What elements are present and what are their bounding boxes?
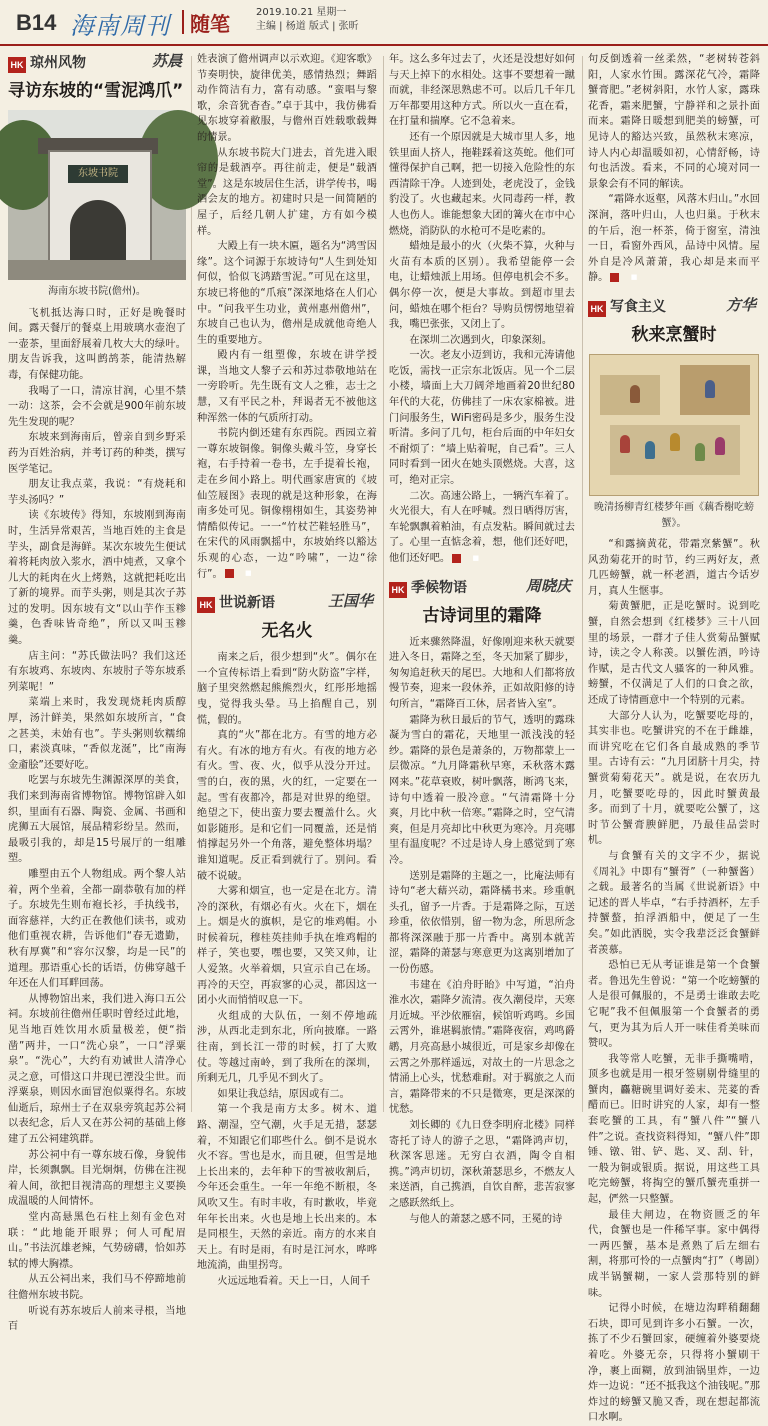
article-2-body bbox=[197, 650, 377, 1289]
paragraph: 朋友让我点菜，我说：“有烧耗和芋头汤吗？” bbox=[8, 479, 186, 506]
paragraph: 与食蟹有关的文字不少，据说《周礼》中即有“蟹胥”（一种蟹酱）之载。最著名的当属《世说新语》中记述的晋人毕卓，“右手持酒杯，左手持蟹螯，拍浮酒船中，便足了一生矣。”如此洒脱，实令我辈泛泛食蟹鲜者羡慕。 bbox=[588, 850, 760, 956]
page-header bbox=[0, 0, 768, 46]
paragraph: 大雾和烟宣，也一定是在北方。清冷的深秋，有烟必有火。火在下，烟在上。烟是火的旗帜，是它的堆鸡帽。小时候着玩，穆桂英挂帅手执在堆鸡帽的样子，笑也要，嘿也要，又笑又帅，让人爱煞。火举着烟，只宣示自己在场。再冷的天空，再寂寥的心灵，都因这一团小火而悄悄叹息一下。 bbox=[197, 886, 377, 1007]
author-name: 苏晨 bbox=[151, 52, 182, 70]
paragraph: 最佳大闸边，在物资匮乏的年代，食蟹也是一件稀罕事。家中偶得一两匹蟹，基本是煮熟了后左细右割，将那可怜的一点蟹肉“打”（粤剧）成半锅蟹糊，一家人尝那特别的鲜味。 bbox=[588, 1209, 760, 1299]
paragraph: 年。这么多年过去了，火还是没想好如何与天上掉下的水相处。这事不要想着一蹴而就，非经深思熟虑不可。以后几千年几万年都要用这种方式。所以火一直在看，在打量和揣摩。它不急着来。 bbox=[389, 54, 575, 128]
paragraph: 听说有苏东坡后人前来寻根，当地百 bbox=[8, 1305, 186, 1333]
paragraph: 第一个我是南方太多。树木、道路、潮湿，空气潮，火手足无措，瑟瑟着，不知跟它们耶些什么。倒不是说水火不容。雪也是水，而且硬，但雪是地上长出来的，去年种下的雪被收割后，今年还会重生。一年一年绝不断根，冬风吹又生。有时丰收，有时歉收，毕竟年年长出来。火也是地上长出来的。本是同根生，天然的亲近。南方的水来自天上。有时是雨，有时是江河水，哗哗地流淌，曲里拐弯。 bbox=[197, 1104, 377, 1272]
paragraph: 东坡来到海南后，曾亲自到乡野采药为百姓治病，并考订药的种类，撰写医学笔记。 bbox=[8, 432, 186, 475]
column-divider bbox=[582, 56, 583, 1112]
paragraph: 送别是霜降的主题之一，比庵法师有诗句“老大藉兴动，霜降橘书来。珍重帆头孔，留予一片香。于是霜降之际，互送珍重，依依惜别，留一物为念，所思所念都将深深融于那一片香中。离别本就苦涩，霜降的萧瑟与寒意更为这离别增加了一份伤感。 bbox=[389, 870, 575, 976]
paragraph bbox=[197, 426, 377, 582]
end-mark-icon: ■ bbox=[610, 273, 619, 282]
paragraph: 菜端上来时，我发现烧耗肉质醇厚，汤汁鲜美，果然如东坡所言，“食之甚美，未始有也”。芋头粥则软糯绵口，素淡真味，“香似龙涎”，比“南海金齑脍”还要好吃。 bbox=[8, 697, 186, 771]
column-divider bbox=[191, 56, 192, 1112]
article-1-body bbox=[8, 306, 186, 1335]
article-4-head bbox=[588, 295, 760, 320]
paragraph: 大部分人认为，吃蟹要吃母的，其实非也。吃蟹讲究的不在于雌雄，而讲究吃在它们各自最成熟的季节里。古诗有云：“九月团脐十月尖，持蟹赏菊菊花天”。就是说，在农历九月，吃蟹要吃母的，因此时蟹黄最多。而到了十月，就要吃公蟹了，这时节公蟹膏腴鲜肥，乃最佳品尝时机。 bbox=[588, 710, 760, 847]
paragraph: 苏公祠中有一尊东坡石像，身貌伟岸，长须飘飘。目光炯炯，仿佛在注视着人间，欲把目视清高的理想主义要换成温暖的人间情怀。 bbox=[8, 1149, 186, 1208]
article-3-head bbox=[389, 576, 575, 601]
section-name: 随笔 bbox=[190, 12, 230, 36]
hk-logo-icon: HK bbox=[8, 57, 26, 73]
article-3-continued bbox=[588, 52, 760, 286]
paragraph: 火组成的大队伍，一刻不停地疏涉，从西北走到东北，所向披靡。一路往南，到长江一带的时候，打了大败仗。等越过南岭，到了我所在的深圳，所剩无几，几乎见不到火了。 bbox=[197, 1010, 377, 1085]
paragraph-text: 二次。高速公路上，一辆汽车着了。火光很大，有人在呼喊。烈日晒得厉害，车轮飘飘着粕油，有点发粘。瞬间就过去了。心里一直惦念着，想，他们还好吧，他们还好吧。 bbox=[389, 490, 575, 564]
column-4 bbox=[588, 52, 760, 1424]
article-4-body bbox=[588, 537, 760, 1426]
paragraph: 姓表演了儋州调声以示欢迎。《迎客歌》节奏明快，旋律优美，感情热烈；舞蹈动作简洁有力，富有动感。“蛮唱与黎歌，余音犹杳杳。”卓于其中，我仿佛看见东坡穿着敝服，与儋州百姓载歌载舞的情景。 bbox=[197, 54, 377, 143]
paragraph bbox=[588, 192, 760, 286]
paragraph bbox=[389, 489, 575, 567]
issue-date: 2019.10.21 星期一 bbox=[256, 7, 347, 18]
paragraph: 蜡烛是最小的火（火柴不算，火种与火苗有本质的区别）。我希望能停一会电，让蜡烛派上用场。但停电机会不多。偶尔停一次，便是大事故。到超市里去问，蜡烛在哪个柜台？导购员愣愣地望着我，嘴巴张张，又闭上了。 bbox=[389, 241, 575, 331]
column-2 bbox=[197, 52, 377, 1287]
article-2-head bbox=[197, 594, 377, 616]
article-3-body bbox=[389, 635, 575, 1228]
article-title: 无名火 bbox=[261, 621, 313, 642]
paragraph: 菊黄蟹肥，正是吃蟹时。说到吃蟹，自然会想到《红楼梦》三十八回里的场景，一群才子佳人赏菊品蟹赋诗，读之令人称羡。以蟹佐酒，吟诗作赋，是古代文人骚客的一种风雅。螃蟹，不仅满足了人们的口食之欲，还成了诗情画意中一个特别的元素。 bbox=[588, 601, 760, 707]
column-name: 写食主义 bbox=[610, 298, 666, 315]
column-1 bbox=[8, 52, 186, 1333]
paragraph: 从博物馆出来，我们进入海口五公祠。东坡前往儋州任职时曾经过此地，见当地百姓饮用水质量极差，便“指凿”两井，一口“洗心泉”，一口“浮粟泉”。“洗心”，大约有劝诫世人清净心灵之意，可惜这口井现已湮没尘世。而浮粟泉，则因水面冒泡似粟得名。东坡仙逝后，琼州士子在双泉旁筑起苏公祠以表纪念，后人又在苏公祠的基础上修建了五公祠建筑群。 bbox=[8, 993, 186, 1146]
article-title: 古诗词里的霜降 bbox=[422, 605, 542, 626]
header-meta bbox=[256, 6, 359, 34]
end-mark-icon: ■ bbox=[452, 554, 461, 563]
page-number: B14 bbox=[16, 10, 57, 35]
column-name: 琼州风物 bbox=[30, 55, 86, 71]
article-1-continued bbox=[197, 52, 377, 582]
paragraph: 还有一个原因就是大城市里人多，地铁里面人挤人，拖鞋踩着这英蛇。他们可懂得保护自己啊，把一切接入危险性的东西清除干净。人迹到处，老虎没了，金钱豹没了。火也藏起来。火同毒药一样，教人也伤人。谁能想象大团的篝火在市中心燃烧，消防队的水枪可不是吃素的。 bbox=[389, 131, 575, 237]
paragraph: 我等常人吃蟹，无非手撕嘴啃，顶多也就是用一根牙签剔剔骨缝里的蟹肉，麤糖碗里调好姜末、芫荽的香醋而已。旧时讲究的人家，却有一整套吃蟹的工具，有“蟹八件”“蟹八件”之说。查找资料得知，“蟹八件”即锤、镦、钳、铲、匙、叉、刮、针，一般为铜或银质。据说，用这些工具吃完螃蟹，将掏空的蟹爪蟹壳重拼一起，俨然一只整蟹。 bbox=[588, 1053, 760, 1206]
article-title: 寻访东坡的“雪泥鸿爪” bbox=[8, 81, 184, 101]
paragraph: 殿内有一组塑像，东坡在讲学授课，当地文人黎子云和苏过恭敬地站在一旁聆听。先生既有文人之雅，志士之慧，又有平民之朴，拜谒者无不被他这种浑然一体的气质所打动。 bbox=[197, 350, 377, 424]
paragraph: 从东坡书院大门进去，首先进入眼帘的是载酒亭。再往前走，便是“载酒堂”。这是东坡居住生活，讲学传书，喝酒会友的地方。初建时只是一间简陋的屋子，后经几朝人扩建，方有如今模样。 bbox=[197, 147, 377, 237]
paragraph: 飞机抵达海口时，正好是晚餐时间。露天餐厅的餐桌上用玻璃水壶泡了一壶茶，里面舒展着几枚大大的绿叶。朋友告诉我，这叫鹧鸪茶，能清热解毒，有保健功能。 bbox=[8, 307, 186, 381]
brand-logo: 海南周刊 bbox=[70, 12, 170, 40]
paragraph: 店主问：“苏氏做法吗？我们这还有东坡鸡、东坡肉、东坡肘子等东坡系列菜呢！” bbox=[8, 650, 186, 693]
paragraph: 在深圳二次遇到火，印象深刻。 bbox=[409, 334, 553, 346]
photo-dongpo-academy bbox=[8, 110, 186, 280]
paragraph: 雕塑由五个人物组成。两个黎人站着，两个坐着，全都一副恭敬有加的样子。东坡先生则布袍长衫，手执线书，面容慈祥，大约正在教他们读书，或劝他们重视农耕，告诉他们“春无遗勤，秋有厚冀”和“容尔汉黎，均是一民”的道理。那语重心长的话语，仿佛穿越千年还在人们耳畔回荡。 bbox=[8, 868, 186, 990]
paragraph: 吃罢与东坡先生渊源深厚的美食，我们来到海南省博物馆。博物馆辟入如织，里面有石器、陶瓷、金属、书画和虎狮五大展馆，展品精彩纷呈。然而，最吸引我的，却是15号展厅的一组雕塑。 bbox=[8, 775, 186, 865]
hk-logo-icon: HK bbox=[389, 582, 407, 598]
paragraph: 从五公祠出来，我们马不停蹄地前往儋州东坡书院。 bbox=[8, 1274, 186, 1301]
paragraph: 记得小时候，在塘边沟畔稍翻翻石块，即可见到许多小石蟹。一次，拣了不少石蟹回家，硬缠着外婆要烧着吃。外婆无奈，只得将小蟹刷干净，裹上面糊，放到油锅里炸，一边炸一边说：“还不抵我这个油钱呢。”那炸过的螃蟹又脆又香，现在想起都流口水啊。 bbox=[588, 1303, 760, 1424]
end-mark-icon: ■ bbox=[225, 569, 234, 578]
paragraph: 读《东坡传》得知，东坡刚到海南时，生活异常艰苦，当地百姓的主食是芋头，副食是海鲜。某次东坡先生便试着将耗肉放入浆水，酒中炖煮，又拿个儿大的耗肉在火上烤熟，这就把耗吃出了新的境界。而芋头粥，则是其次子苏过的发明。因东坡有文“以山芋作玉糁羹，色香味皆奇绝”，所以又叫玉糁羹。 bbox=[8, 510, 186, 647]
painting-caption: 晚清扬柳青红楼梦年画《藕香榭吃螃蟹》。 bbox=[594, 501, 754, 529]
photo-caption: 海南东坡书院(儋州)。 bbox=[48, 286, 146, 297]
paragraph: 刘长卿的《九日登李明府北楼》同样寄托了诗人的游子之思，“霜降鸿声切，秋深客思迷。无穷白衣酒，陶令自相携。”鸿声切切，深秋萧瑟思乡，不燃友人来送酒，自己携酒，自饮自醉，悲苦寂寥之感跃然纸上。 bbox=[389, 1120, 575, 1209]
article-2-continued bbox=[389, 52, 575, 567]
author-name: 王国华 bbox=[327, 592, 373, 611]
editor-credits: 主编 | 杨道 版式 | 张昕 bbox=[256, 21, 359, 32]
paragraph: 近来骤然降温，好像刚迎来秋天就要进入冬日，霜降之至，冬天加紧了脚步，匆匆追赶秋天的尾巴。大地和人们都将放慢节奏，迎来一段休养，正如故阳修的诗句所言，“霜降百工休，居者皆入室”。 bbox=[389, 636, 575, 710]
column-name: 世说新语 bbox=[219, 595, 275, 612]
paragraph: 句反倒透着一丝柔然，“老树转苍斜阳，人家水竹围。露深花气冷，霜降蟹膏肥。”老树斜阳，水竹人家，露珠花香，霜来肥蟹，宁静祥和之景扑面而来。霜降日暖想到肥美的螃蟹，可见诗人的豁达兴致，虽然秋末寒凉，诗人内心却温暖如初，心情舒畅，诗句也活泼。看来，不同的心境对同一景象会有不同的解读。 bbox=[588, 54, 760, 190]
painting-new-year-print bbox=[589, 354, 759, 496]
paragraph: 大殿上有一块木匾，题名为“鸿雪因缘”。这个词源于东坡诗句“人生到处知何似，恰似飞鸿踏雪泥。”可见在这里，东坡已将他的“爪痕”深深地烙在人们心中。“问我平生功业，黄州惠州儋州”，东坡自己也认为，儋州是成就他奇绝人生的重要地方。 bbox=[197, 241, 377, 346]
paragraph: 与他人的萧瑟之感不同，王冕的诗 bbox=[409, 1213, 563, 1225]
column-name: 季候物语 bbox=[411, 579, 467, 596]
paragraph: 恐怕已无从考证谁是第一个食蟹者。鲁迅先生曾说：“第一个吃螃蟹的人是很可佩服的，不是勇士谁敢去吃它呢”我不但佩服第一个食蟹者的勇气，更为其为后人开一味佳肴美味而赞叹。 bbox=[588, 960, 760, 1050]
author-name: 方华 bbox=[725, 295, 756, 314]
article-title: 秋来烹蟹时 bbox=[631, 324, 717, 345]
header-divider bbox=[182, 10, 184, 34]
paragraph: 一次。老友小迈到访，我和元涛请他吃饭，需找一正宗东北饭店。见一个二层小楼，墙面上大刀阔斧地画着20世纪80年代的大花，仿佛挂了一床农家棉被。进门问服务生，WiFi密码是多少，服务生没听清。多问了几句，柜台后面的中年妇女不耐烦了：“墙上贴着呢，自己看”。三人同时看到一团火在她头顶燃烧。大喜，这可，绝对正宗。 bbox=[389, 350, 575, 487]
paragraph-text: 书院内倒还建有东西院。西园立着一尊东坡铜像。铜像头戴斗笠，身穿长袍，右手持着一卷书，左手提着长袍，走在乡间小路上。明代画家唐寅的《坡仙笠屐图》表现的就是这种形象，在海南多处可见。铜像栩栩如生，其姿势神情酷似传记。一一“竹杖芒鞋轻胜马”，在宋代的风雨飘摇中，东坡始终以豁达乐观的心态，一边“吟啸”，一边“徐行”。 bbox=[197, 428, 377, 580]
paragraph: 我喝了一口，清凉甘润，心里不禁一动：这茶，会不会就是900年前东坡先生发现的呢？ bbox=[8, 385, 186, 428]
hk-logo-icon: HK bbox=[588, 301, 606, 317]
paragraph: 真的“火”都在北方。有雪的地方必有火。有冰的地方有火。有夜的地方必有火。雪、夜、火，似乎从没分开过。雪的白，夜的黑，火的红，一定要在一起。雪有夜都冷，都是对世界的绝望。绝望之下，使出蛮力要去覆盖什么。火如影随形。是和它们一同覆盖，还是悄悄撑起另外一个角落，避免整体坍塌？谁知道呢。反正看到就行了。别问。看破不说破。 bbox=[197, 730, 377, 882]
paragraph: 霜降为秋日最后的节气，透明的露珠凝为雪白的霜花，天地里一派浅浅的轻纱。霜降的景色是萧条的，万物都蒙上一层微凉。“九月降霜秋早寒，禾秋落木露网来。”花草衰败，树叶飘落，断鸿飞来，诗句中透着一股冷意。“气清霜降十分爽，月比中秋一倍寒。”霜降之时，空气清爽，但是月亮却比中秋更为寒冷。月亮哪里有温度呢？不过是诗人身上感觉到了寒冷。 bbox=[389, 714, 575, 866]
article-1-head bbox=[8, 54, 186, 76]
paragraph: “和露摘黄花，带霜烹紫蟹”。秋风劲菊花开的时节，约三两好友，煮几匹螃蟹，就一杯老酒，道古今话岁月，真人生惬事。 bbox=[588, 539, 760, 597]
column-divider bbox=[383, 56, 384, 1112]
paragraph: 堂内高悬黑色石柱上刻有金色对联：“此地能开眼界；何人可配眉山。”书法沉雄老辣，气势磅礴，恰如苏轼的博大胸襟。 bbox=[8, 1212, 186, 1270]
column-3 bbox=[389, 52, 575, 1225]
hk-logo-icon: HK bbox=[197, 597, 215, 613]
photo-plaque: 东坡书院 bbox=[68, 165, 128, 183]
paragraph: 南来之后，很少想到“火”。偶尔在一个宣传标语上看到“防火防盗”字样，脑子里突然燃起熊熊烈火，红彤彤地摇曳，觉得我头晕。马上掐醒自己，别慌，假的。 bbox=[197, 652, 377, 726]
paragraph: 如果让我总结，原因或有二。 bbox=[217, 1088, 350, 1100]
paragraph-text: “霜降水返壑，风落木归山。”水回深涧，落叶归山，人也归巢。于秋末的午后，泡一杯茶，倚于窗室，清浊一日，看窗外西风，品诗中风情。屋外自是冷风萧萧，我心却是来而平静。 bbox=[588, 194, 760, 284]
author-name: 周晓庆 bbox=[525, 576, 571, 595]
paragraph: 火远远地看着。天上一日，人间千 bbox=[217, 1275, 371, 1287]
paragraph: 韦建在《泊舟盱眙》中写道，“泊舟淮水次，霜降夕流清。夜久潮侵岸，天寒月近城。平沙依雁宿，候馆听鸡鸣。乡国云霄外，谁堪羁旅情。”霜降夜宿，鸡鸣爵鹕，月亮高悬小城很近，可是家乡却像在云霄之外那样遥远，对故土的一片思念之情涌上心头，忧愁难耐。对于羁旅之人而言，霜降带来的不只是微寒，更是深深的忧愁。 bbox=[389, 979, 575, 1116]
